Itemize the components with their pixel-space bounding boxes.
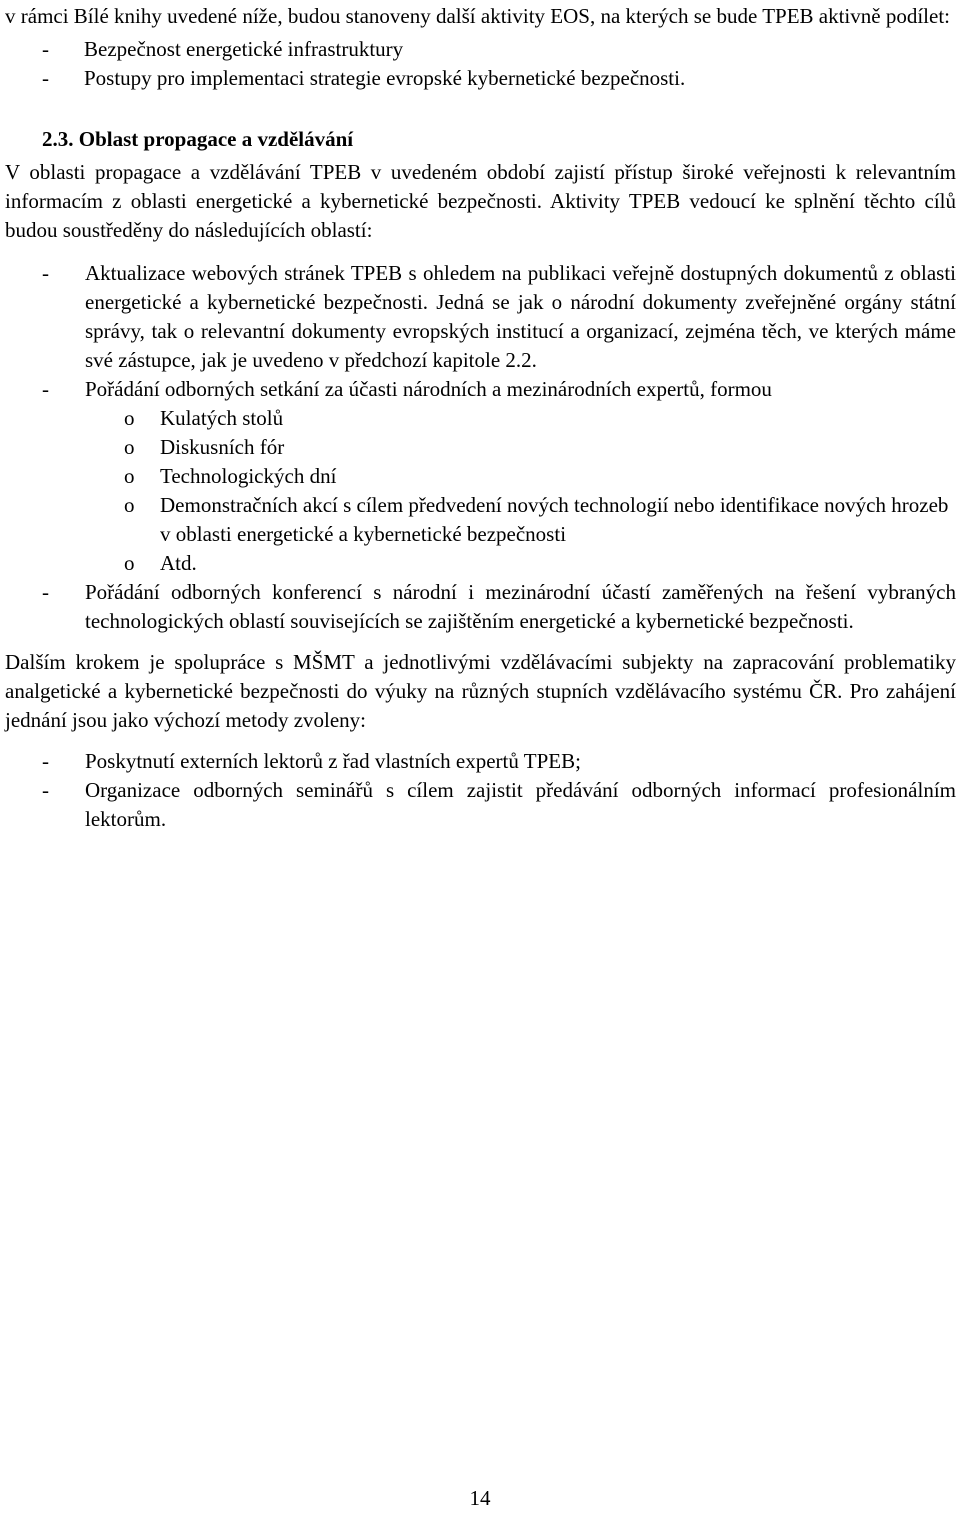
list-item-text: Bezpečnost energetické infrastruktury xyxy=(84,37,404,61)
section-number: 2.3. xyxy=(42,127,74,151)
sublist-item xyxy=(5,404,956,433)
methods-list xyxy=(5,747,956,834)
sublist-item-text: Kulatých stolů xyxy=(160,406,284,430)
sublist-item xyxy=(5,549,956,578)
dash-marker: - xyxy=(42,377,49,401)
dash-marker: - xyxy=(42,261,49,285)
intro-paragraph: v rámci Bílé knihy uvedené níže, budou stanoveny další aktivity EOS, na kterých se bude TPEB aktivně podílet: xyxy=(5,4,950,28)
section-title: Oblast propagace a vzdělávání xyxy=(78,127,354,151)
list-item-text: Postupy pro implementaci strategie evropské kybernetické bezpečnosti. xyxy=(84,66,686,90)
section-heading xyxy=(5,125,956,154)
list-item xyxy=(42,64,956,93)
sublist-item xyxy=(5,433,956,462)
dash-marker: - xyxy=(42,778,49,802)
list-item xyxy=(5,375,956,404)
paragraph-propagace: V oblasti propagace a vzdělávání TPEB v uvedeném období zajistí přístup široké veřejnosti k relevantním informacím z oblasti energetické a kybernetické bezpečnosti. Aktivity TPEB vedoucí ke splnění těchto cílů budou soustředěny do následujících oblastí: xyxy=(5,160,956,242)
page-number: 14 xyxy=(469,1486,491,1510)
list-item-text: Pořádání odborných konferencí s národní i mezinárodní účastí zaměřených na řešení vybraných technologických oblastí souvisejících se zajištěním energetické a kybernetické bezpečnosti. xyxy=(85,580,956,633)
list-item-text: Poskytnutí externích lektorů z řad vlastních expertů TPEB; xyxy=(85,749,581,773)
dash-marker: - xyxy=(42,580,49,604)
meeting-forms-sublist xyxy=(5,404,956,578)
sublist-item-text: Demonstračních akcí s cílem předvedení nových technologií nebo identifikace nových hrozeb v oblasti energetické a kybernetické bezpečnosti xyxy=(160,493,949,546)
activities-list xyxy=(5,259,956,636)
paragraph-msmt: Dalším krokem je spolupráce s MŠMT a jednotlivými vzdělávacími subjekty na zapracování problematiky analgetické a kybernetické bezpečnosti do výuky na různých stupních vzdělávacího systému ČR. Pro zahájení jednání jsou jako výchozí metody zvoleny: xyxy=(5,650,956,732)
list-item xyxy=(5,259,956,375)
dash-marker: - xyxy=(42,749,49,773)
bullet-marker: o xyxy=(124,493,135,517)
sublist-item-text: Atd. xyxy=(160,551,197,575)
sublist-item xyxy=(5,491,956,549)
bullet-marker: o xyxy=(124,464,135,488)
dash-marker: - xyxy=(42,37,49,61)
bullet-marker: o xyxy=(124,435,135,459)
list-item xyxy=(42,35,956,64)
bullet-marker: o xyxy=(124,551,135,575)
list-item-text: Pořádání odborných setkání za účasti národních a mezinárodních expertů, formou xyxy=(85,377,772,401)
list-item-text: Organizace odborných seminářů s cílem zajistit předávání odborných informací profesionálním lektorům. xyxy=(85,778,956,831)
sublist-item-text: Diskusních fór xyxy=(160,435,285,459)
sublist-item-text: Technologických dní xyxy=(160,464,337,488)
sublist-item xyxy=(5,462,956,491)
list-item xyxy=(5,747,956,776)
document-page xyxy=(5,0,956,834)
dash-marker: - xyxy=(42,66,49,90)
bullet-marker: o xyxy=(124,406,135,430)
list-item-text: Aktualizace webových stránek TPEB s ohledem na publikaci veřejně dostupných dokumentů z oblasti energetické a kybernetické bezpečnosti. Jedná se jak o národní dokumenty zveřejněné orgány státní správy, tak o relevantní dokumenty evropských institucí a organizací, zejména těch, ve kterých máme své zástupce, jak je uvedeno v předchozí kapitole 2.2. xyxy=(85,261,956,372)
top-list xyxy=(5,35,956,93)
list-item xyxy=(5,578,956,636)
list-item xyxy=(5,776,956,834)
